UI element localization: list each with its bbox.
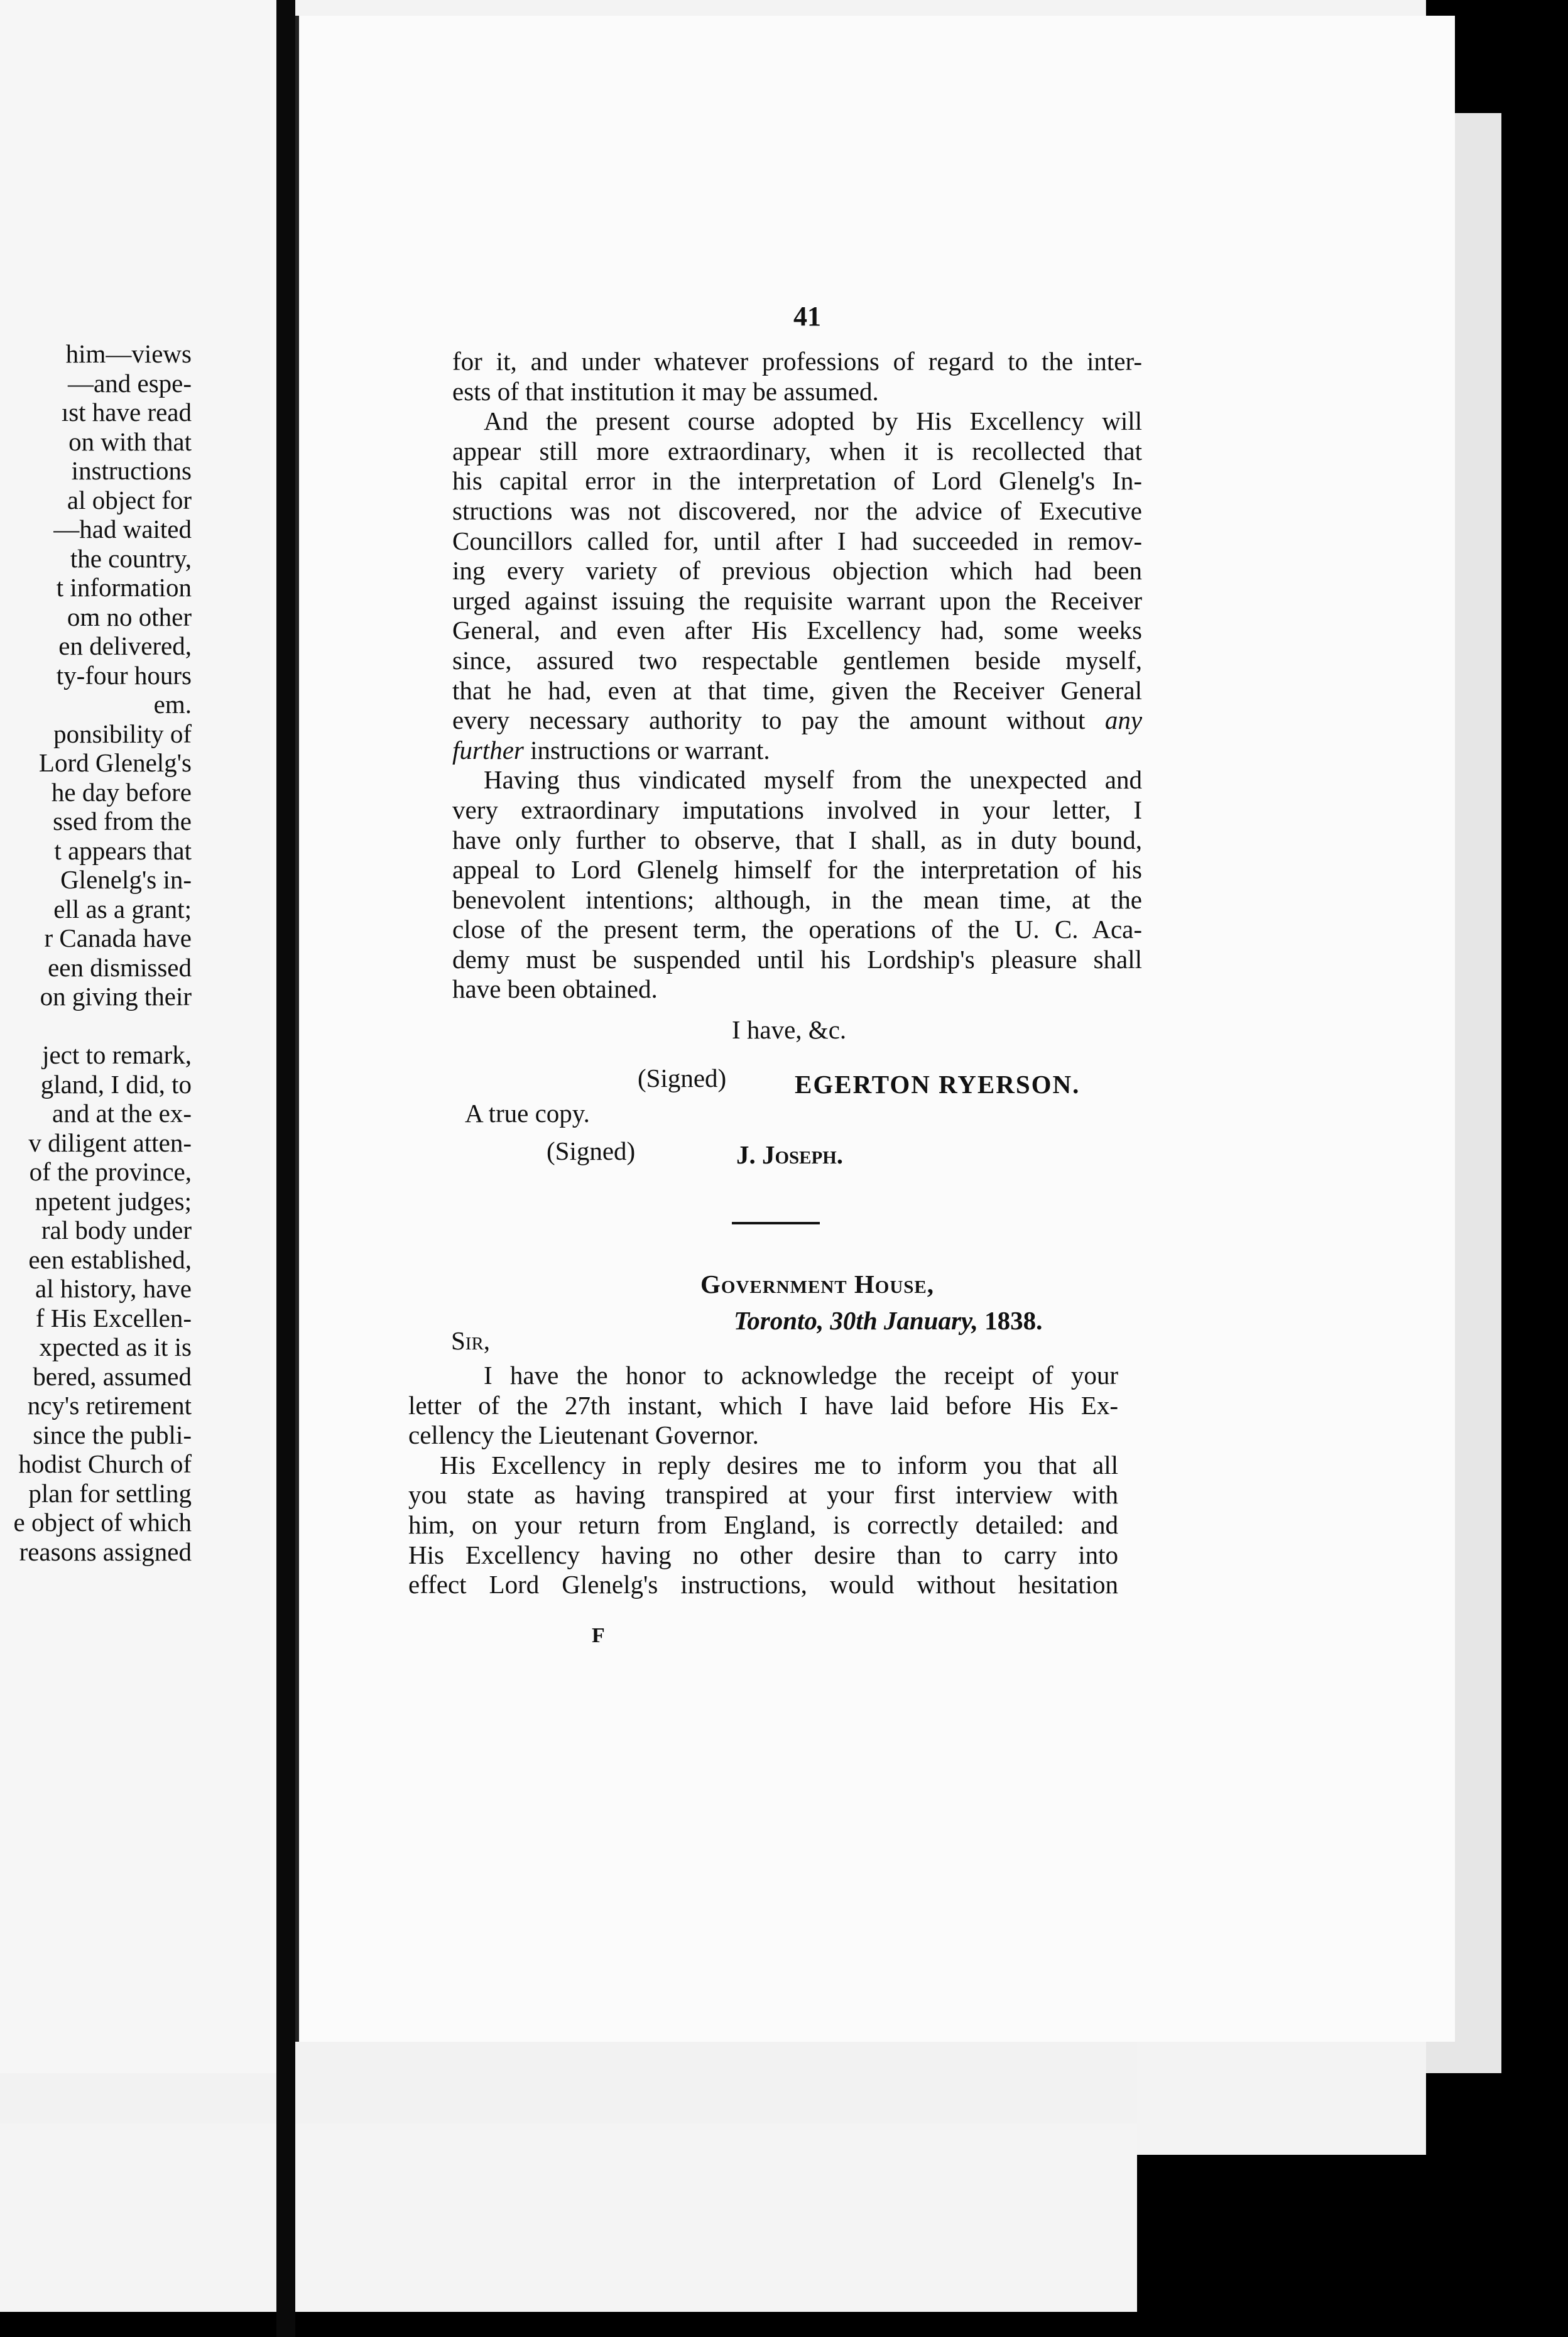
left-page-line: t appears that <box>54 836 192 865</box>
left-page-line: t information <box>56 573 192 602</box>
left-page-line: Lord Glenelg's <box>38 748 192 777</box>
left-page-line: hodist Church of <box>18 1449 192 1478</box>
text-line: I have the honor to acknowledge the receipt of your <box>484 1361 1118 1390</box>
left-page-line: on giving their <box>40 982 192 1011</box>
left-page-line: plan for settling <box>28 1478 192 1508</box>
left-page-line: ell as a grant; <box>53 894 192 923</box>
left-page-line: the country, <box>70 543 192 573</box>
left-page-line: on with that <box>68 427 192 456</box>
left-page-line: e object of which <box>13 1508 192 1537</box>
left-page-line: om no other <box>67 602 192 631</box>
text-line: structions was not discovered, nor the advice of Executive <box>452 496 1142 525</box>
left-facing-page <box>0 0 276 2073</box>
text-line: that he had, even at that time, given the Receiver General <box>452 675 1142 705</box>
text-line: ests of that institution it may be assumed. <box>452 376 879 406</box>
text-line: Having thus vindicated myself from the unexpected and <box>484 765 1142 795</box>
signed-label: (Signed) <box>638 1064 727 1092</box>
book-spine <box>276 0 295 2337</box>
text-line: him, on your return from England, is correctly detailed: and <box>408 1510 1118 1539</box>
left-page-line: gland, I did, to <box>40 1069 192 1099</box>
left-page-line: ssed from the <box>53 807 192 836</box>
left-page-line: xpected as it is <box>39 1332 192 1361</box>
left-page-line: and at the ex- <box>52 1099 192 1128</box>
left-page-line: al history, have <box>35 1274 192 1303</box>
text-line: letter of the 27th instant, which I have laid before His Ex- <box>408 1390 1118 1420</box>
text-line: General, and even after His Excellency had, some weeks <box>452 616 1142 645</box>
text-line: appear still more extraordinary, when it is recollected that <box>452 436 1142 466</box>
left-page-line: f His Excellen- <box>35 1303 192 1332</box>
left-page-line: ty-four hours <box>56 660 192 690</box>
salutation: Sir, <box>451 1326 491 1355</box>
letter-address: Government House, <box>700 1270 934 1299</box>
text-line: further instructions or warrant. <box>452 735 770 765</box>
left-page-line: since the publi- <box>33 1420 192 1449</box>
text-line: His Excellency having no other desire than to carry into <box>408 1540 1118 1569</box>
left-page-line: of the province, <box>29 1157 192 1186</box>
emphasis-further: further <box>452 735 524 765</box>
left-page-line: —and espe- <box>68 368 192 398</box>
left-page-line <box>14 1011 192 1041</box>
text-line: close of the present term, the operations of the U. C. Aca- <box>452 915 1142 944</box>
section-divider <box>732 1222 820 1224</box>
reply-letter-body <box>408 1361 1118 1600</box>
left-page-line: een dismissed <box>48 952 192 982</box>
signature-mark: F <box>592 1624 605 1647</box>
text-line: appeal to Lord Glenelg himself for the interpretation of his <box>452 855 1142 885</box>
countersignatory: J. Joseph. <box>736 1140 844 1169</box>
closing-phrase: I have, &c. <box>732 1015 847 1044</box>
main-page <box>295 16 1455 2042</box>
text-line: demy must be suspended until his Lordship's pleasure shall <box>452 944 1142 974</box>
left-page-text <box>14 339 192 1566</box>
left-page-line: him—views <box>65 339 192 368</box>
letter-body-continued <box>452 347 1142 1005</box>
signatory-name: EGERTON RYERSON. <box>795 1070 1081 1099</box>
left-page-line: ject to remark, <box>42 1040 192 1069</box>
left-page-line: v diligent atten- <box>28 1128 192 1157</box>
left-page-line: em. <box>153 690 192 719</box>
text-line: cellency the Lieutenant Governor. <box>408 1420 759 1450</box>
text-line: have been obtained. <box>452 974 658 1004</box>
text-line: have only further to observe, that I shall, as in duty bound, <box>452 825 1142 854</box>
true-copy-note: A true copy. <box>465 1099 590 1128</box>
left-page-line: ıst have read <box>61 398 192 427</box>
left-page-line: ral body under <box>41 1216 192 1245</box>
left-page-line: reasons assigned <box>19 1537 192 1566</box>
text-line: since, assured two respectable gentlemen beside myself, <box>452 645 1142 675</box>
left-page-line: een established, <box>28 1245 192 1274</box>
left-page-line: bered, assumed <box>33 1361 192 1391</box>
text-line: ing every variety of previous objection which had been <box>452 556 1142 586</box>
text-line: effect Lord Glenelg's instructions, would without hesitation <box>408 1570 1118 1599</box>
left-page-line: ncy's retirement <box>27 1391 192 1420</box>
left-page-line: Glenelg's in- <box>60 865 192 894</box>
emphasis-any: any <box>1104 705 1143 735</box>
text-line: His Excellency in reply desires me to inform you that all <box>440 1450 1118 1479</box>
text-line: every necessary authority to pay the amount without any <box>452 705 1143 735</box>
text-line: for it, and under whatever professions of regard to the inter- <box>452 347 1142 376</box>
left-page-line: en delivered, <box>58 631 192 660</box>
bottom-page-flap-lower <box>0 2123 1137 2312</box>
text-line: And the present course adopted by His Excellency will <box>484 406 1142 436</box>
left-page-line: ponsibility of <box>53 719 192 748</box>
left-page-line: npetent judges; <box>35 1186 192 1216</box>
left-page-line: he day before <box>51 777 192 807</box>
left-page-line: instructions <box>71 456 192 485</box>
text-line: you state as having transpired at your first interview with <box>408 1480 1118 1510</box>
signed-label-2: (Signed) <box>547 1136 636 1165</box>
left-page-line: al object for <box>67 485 192 515</box>
text-line: his capital error in the interpretation of Lord Glenelg's In- <box>452 466 1142 496</box>
page-number: 41 <box>793 301 821 332</box>
text-line: benevolent intentions; although, in the mean time, at the <box>452 885 1142 914</box>
text-line: Councillors called for, until after I had succeeded in remov- <box>452 526 1142 555</box>
left-page-line: r Canada have <box>44 923 192 952</box>
letter-dateline: Toronto, 30th January, 1838. <box>734 1306 1043 1335</box>
left-page-line: —had waited <box>53 515 192 543</box>
text-line: very extraordinary imputations involved in your letter, I <box>452 795 1142 824</box>
text-line: urged against issuing the requisite warrant upon the Receiver <box>452 586 1142 615</box>
